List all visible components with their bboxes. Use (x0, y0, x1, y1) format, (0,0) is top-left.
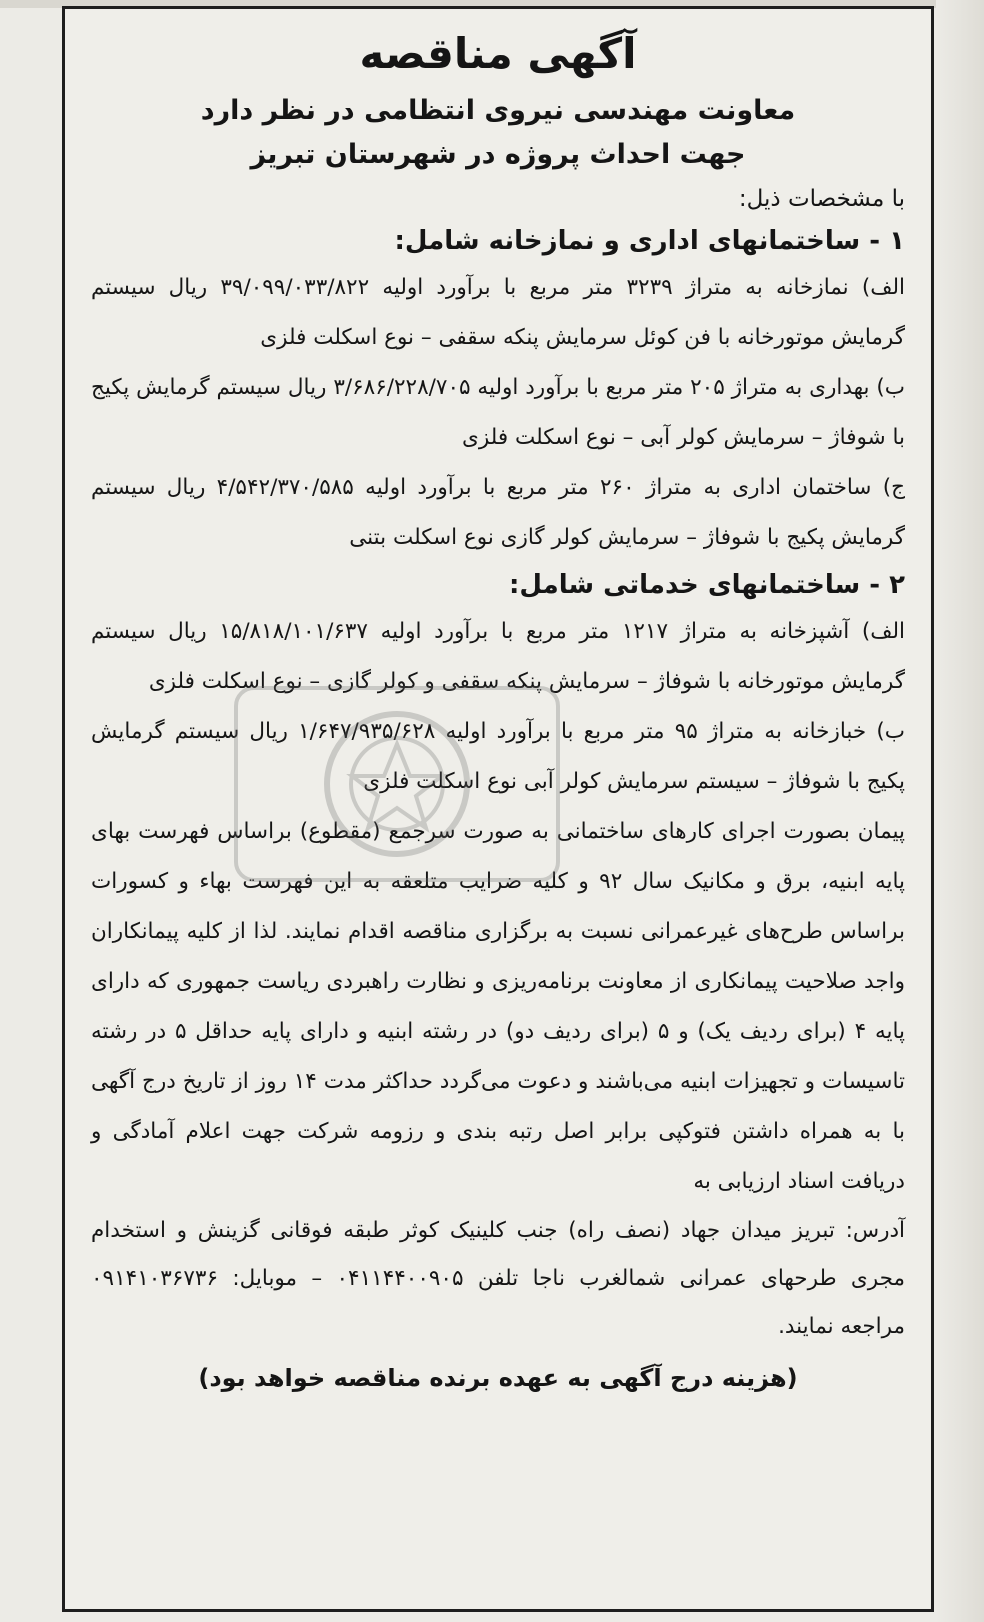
notice-subtitle-line-2: جهت احداث پروژه در شهرستان تبریز (250, 139, 746, 170)
section-1-item-a: الف) نمازخانه به متراژ ۳۲۳۹ متر مربع با برآورد اولیه ۳۹/۰۹۹/۰۳۳/۸۲۲ ریال سیستم گرمایش موتورخانه با فن کوئل سرمایش پنکه سقفی – نوع اسکلت فلزی (91, 275, 906, 350)
tender-notice-box (62, 6, 934, 1612)
section-1-item-b: ب) بهداری به متراژ ۲۰۵ متر مربع با برآورد اولیه ۳/۶۸۶/۲۲۸/۷۰۵ ریال سیستم گرمایش پکیج با شوفاژ – سرمایش کولر آبی – نوع اسکلت فلزی (91, 375, 906, 450)
notice-subtitle-line-1: معاونت مهندسی نیروی انتظامی در نظر دارد (200, 95, 796, 126)
contract-terms-paragraph: پیمان بصورت اجرای کارهای ساختمانی به صورت سرجمع (مقطوع) براساس فهرست بهای پایه ابنیه، برق و مکانیک سال ۹۲ و کلیه ضرایب متلعقه به این فهرست بهاء و کسورات براساس طرح‌های غیرعمرانی نسبت به برگزاری مناقصه اقدام نمایند. لذا از کلیه پیمانکاران واجد صلاحیت پیمانکاری از معاونت برنامه‌ریزی و نظارت راهبردی ریاست جمهوری که دارای پایه ۴ (برای ردیف یک) و ۵ (برای ردیف دو) در رشته ابنیه و دارای پایه حداقل ۵ در رشته تاسیسات و تجهیزات ابنیه می‌باشند و دعوت می‌گردد حداکثر مدت ۱۴ روز از تاریخ درج آگهی با به همراه داشتن فتوکپی برابر اصل رتبه بندی و رزومه شرکت جهت اعلام آمادگی و دریافت اسناد ارزیابی به (91, 819, 906, 1194)
section-2-heading: ۲ - ساختمانهای خدماتی شامل: (509, 570, 905, 600)
section-2-item-a: الف) آشپزخانه به متراژ ۱۲۱۷ متر مربع با برآورد اولیه ۱۵/۸۱۸/۱۰۱/۶۳۷ ریال سیستم گرمایش موتورخانه با شوفاژ – سرمایش پنکه سقفی و کولر گازی – نوع اسکلت فلزی (91, 619, 906, 694)
section-1-heading: ۱ - ساختمانهای اداری و نمازخانه شامل: (394, 226, 905, 256)
section-2-item-b: ب) خبازخانه به متراژ ۹۵ متر مربع با برآورد اولیه ۱/۶۴۷/۹۳۵/۶۲۸ ریال سیستم گرمایش پکیج با شوفاژ – سیستم سرمایش کولر آبی نوع اسکلت فلزی (91, 719, 905, 794)
notice-title: آگهی مناقصه (359, 29, 637, 78)
notice-footer: (هزینه درج آگهی به عهده برنده مناقصه خواهد بود) (198, 1364, 798, 1392)
adjacent-column-edge-right (936, 0, 984, 1622)
specifications-intro: با مشخصات ذیل: (738, 186, 905, 212)
section-1-item-c: ج) ساختمان اداری به متراژ ۲۶۰ متر مربع با برآورد اولیه ۴/۵۴۲/۳۷۰/۵۸۵ ریال سیستم گرمایش پکیج با شوفاژ – سرمایش کولر گازی نوع اسکلت بتنی (91, 475, 906, 550)
address-paragraph: آدرس: تبریز میدان جهاد (نصف راه) جنب کلینیک کوثر طبقه فوقانی گزینش و استخدام مجری طرحهای عمرانی شمالغرب ناجا تلفن ۰۴۱۱۴۴۰۰۹۰۵ – موبایل: ۰۹۱۴۱۰۳۶۷۳۶ مراجعه نمایند. (91, 1218, 905, 1339)
